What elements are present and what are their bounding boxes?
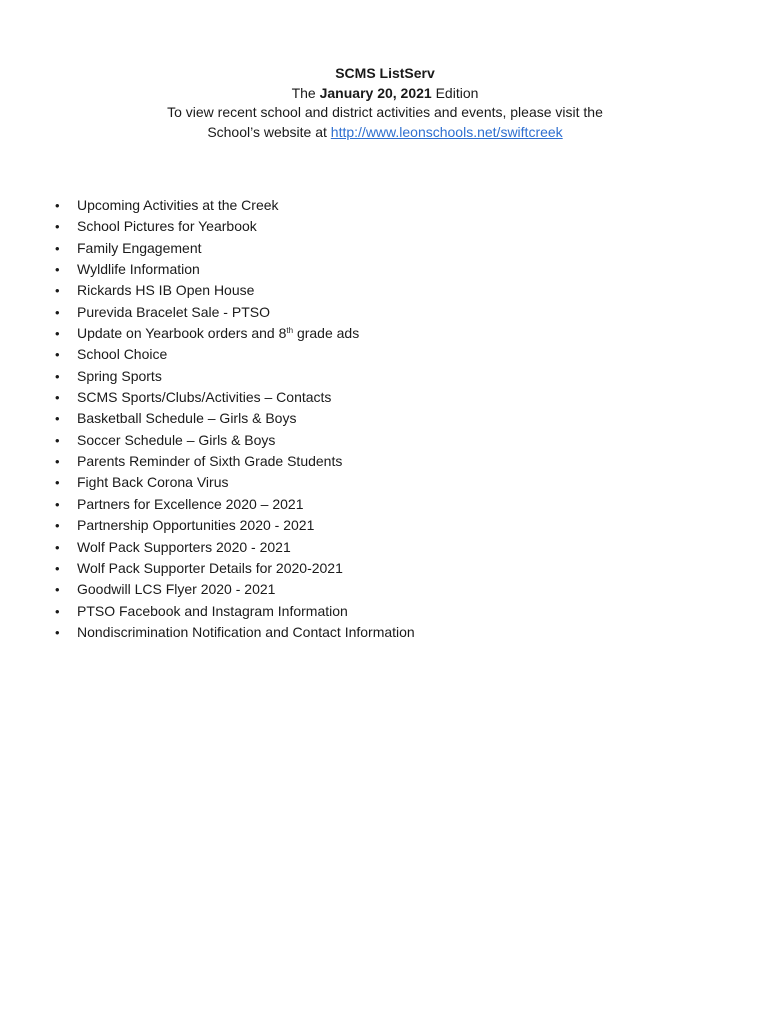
list-item-label: Basketball Schedule – Girls & Boys [77, 410, 297, 427]
list-item-label: Partners for Excellence 2020 – 2021 [77, 495, 304, 512]
edition-prefix: The [291, 84, 320, 101]
bullet-icon: • [55, 603, 60, 619]
list-item [0, 472, 415, 493]
bullet-icon: • [55, 240, 60, 256]
list-item-label: Rickards HS IB Open House [77, 282, 255, 299]
bullet-icon: • [55, 219, 60, 235]
website-link[interactable]: http://www.leonschools.net/swiftcreek [330, 123, 563, 140]
newsletter-header [0, 64, 770, 142]
list-item-label: Wyldlife Information [77, 261, 200, 278]
bullet-icon: • [55, 475, 60, 491]
list-item [0, 494, 415, 515]
list-item-label: PTSO Facebook and Instagram Information [77, 602, 348, 619]
list-item-label: SCMS Sports/Clubs/Activities – Contacts [77, 389, 332, 406]
list-item-label: Upcoming Activities at the Creek [77, 197, 279, 213]
bullet-icon: • [55, 198, 60, 213]
newsletter-title: SCMS ListServ [335, 65, 435, 81]
list-item [0, 451, 415, 472]
list-item [0, 387, 415, 408]
bullet-icon: • [55, 347, 60, 363]
edition-line [0, 84, 770, 104]
list-item [0, 344, 415, 365]
list-item [0, 558, 415, 579]
list-item-label: Nondiscrimination Notification and Contact Information [77, 623, 415, 640]
edition-suffix: Edition [431, 84, 479, 101]
list-item [0, 601, 415, 622]
list-item [0, 259, 415, 280]
bullet-icon: • [55, 390, 60, 406]
bullet-icon: • [55, 560, 60, 576]
list-item [0, 238, 415, 259]
list-item [0, 323, 415, 344]
list-item-label-part: Update on Yearbook orders and 8 [77, 325, 287, 342]
edition-date: January 20, 2021 [319, 84, 432, 101]
bullet-icon: • [55, 624, 60, 640]
contents-list [0, 195, 415, 643]
list-item-label-part: grade ads [293, 325, 360, 342]
bullet-icon: • [55, 582, 60, 598]
list-item [0, 366, 415, 387]
list-item [0, 537, 415, 558]
bullet-icon: • [55, 262, 60, 278]
website-prefix: School’s website at [207, 123, 331, 140]
bullet-icon: • [55, 304, 60, 320]
list-item-label: School Choice [77, 346, 168, 363]
bullet-icon: • [55, 368, 60, 384]
list-item [0, 579, 415, 600]
list-item-label [77, 325, 359, 341]
bullet-icon: • [55, 411, 60, 427]
list-item-label: Wolf Pack Supporters 2020 - 2021 [77, 538, 291, 555]
list-item [0, 302, 415, 323]
list-item-label: Family Engagement [77, 239, 202, 256]
list-item [0, 430, 415, 451]
list-item-label: Purevida Bracelet Sale - PTSO [77, 303, 270, 320]
bullet-icon: • [55, 432, 60, 448]
bullet-icon: • [55, 326, 60, 342]
list-item-label: Partnership Opportunities 2020 - 2021 [77, 517, 315, 534]
bullet-icon: • [55, 539, 60, 555]
list-item [0, 195, 415, 216]
list-item-label: Soccer Schedule – Girls & Boys [77, 431, 276, 448]
list-item-label: School Pictures for Yearbook [77, 218, 257, 235]
bullet-icon: • [55, 283, 60, 299]
list-item [0, 216, 415, 237]
list-item-label: Wolf Pack Supporter Details for 2020-2021 [77, 559, 343, 576]
visit-instructions: To view recent school and district activities and events, please visit the [167, 104, 603, 120]
list-item [0, 515, 415, 536]
list-item [0, 622, 415, 643]
ordinal-superscript: th [286, 326, 294, 336]
list-item-label: Parents Reminder of Sixth Grade Students [77, 453, 343, 470]
bullet-icon: • [55, 518, 60, 534]
website-line [0, 123, 770, 143]
list-item [0, 280, 415, 301]
list-item-label: Fight Back Corona Virus [77, 474, 229, 491]
bullet-icon: • [55, 496, 60, 512]
list-item-label: Spring Sports [77, 367, 162, 384]
list-item-label: Goodwill LCS Flyer 2020 - 2021 [77, 581, 276, 598]
bullet-icon: • [55, 454, 60, 470]
list-item [0, 408, 415, 429]
